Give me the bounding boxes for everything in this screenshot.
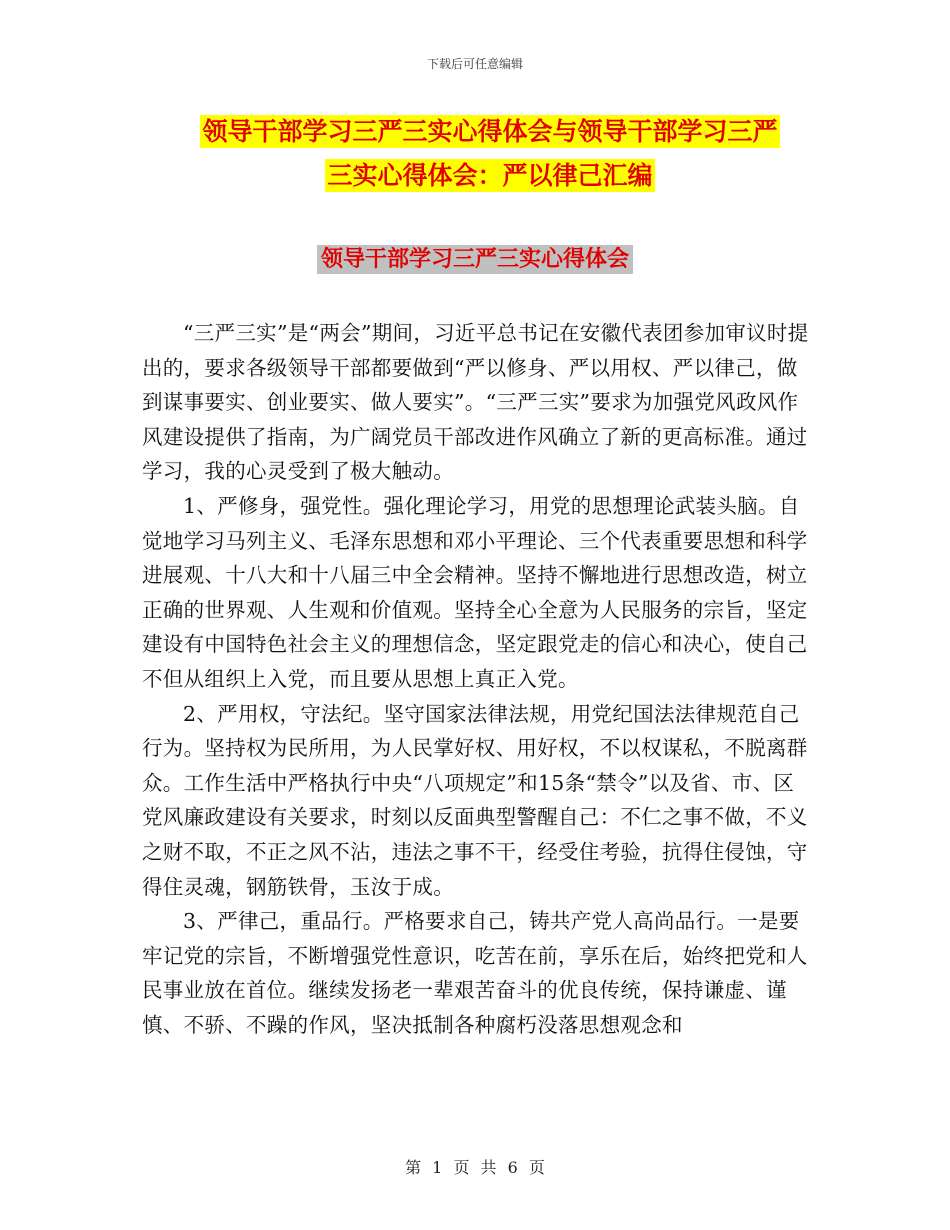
document-title-line-2: [150, 154, 830, 198]
page-footer: 第 1 页 共 6 页: [405, 1158, 545, 1177]
section-heading: [0, 240, 950, 280]
title-line-1-text: 领导干部学习三严三实心得体会与领导干部学习三严: [202, 117, 778, 146]
section-heading-text: 领导干部学习三严三实心得体会: [317, 245, 633, 274]
paragraph-2: 2、严用权，守法纪。坚守国家法律法规，用党纪国法法律规范自己行为。坚持权为民所用，为人民掌好权、用好权，不以权谋私，不脱离群众。工作生活中严格执行中央“八项规定”和15条“禁令”以及省、市、区党风廉政建设有关要求，时刻以反面典型警醒自己：不仁之事不做，不义之财不取，不正之风不沾，违法之事不干，经受住考验，抗得住侵蚀，守得住灵魂，钢筋铁骨，玉汝于成。: [142, 701, 808, 899]
header-note: 下载后可任意编辑: [426, 57, 523, 71]
document-title-line-1: [150, 110, 830, 154]
paragraph-3: 3、严律己，重品行。严格要求自己，铸共产党人高尚品行。一是要牢记党的宗旨，不断增强党性意识，吃苦在前，享乐在后，始终把党和人民事业放在首位。继续发扬老一辈艰苦奋斗的优良传统，保持谦虚、谨慎、不骄、不躁的作风，坚决抵制各种腐朽没落思想观念和: [142, 909, 808, 1037]
paragraph-intro: “三严三实”是“两会”期间，习近平总书记在安徽代表团参加审议时提出的，要求各级领导干部都要做到“严以修身、严以用权、严以律己，做到谋事要实、创业要实、做人要实”。“三严三实”要求为加强党风政风作风建设提供了指南，为广阔党员干部改进作风确立了新的更高标准。通过学习，我的心灵受到了极大触动。: [142, 321, 809, 484]
title-line-2-text: 三实心得体会：严以律己汇编: [327, 161, 653, 190]
document-body: [142, 316, 810, 1042]
paragraph-1: 1、严修身，强党性。强化理论学习，用党的思想理论武装头脑。自觉地学习马列主义、毛泽东思想和邓小平理论、三个代表重要思想和科学进展观、十八大和十八届三中全会精神。坚持不懈地进行思想改造，树立正确的世界观、人生观和价值观。坚持全心全意为人民服务的宗旨，坚定建设有中国特色社会主义的理想信念，坚定跟党走的信心和决心，使自己不但从组织上入党，而且要从思想上真正入党。: [142, 493, 808, 691]
